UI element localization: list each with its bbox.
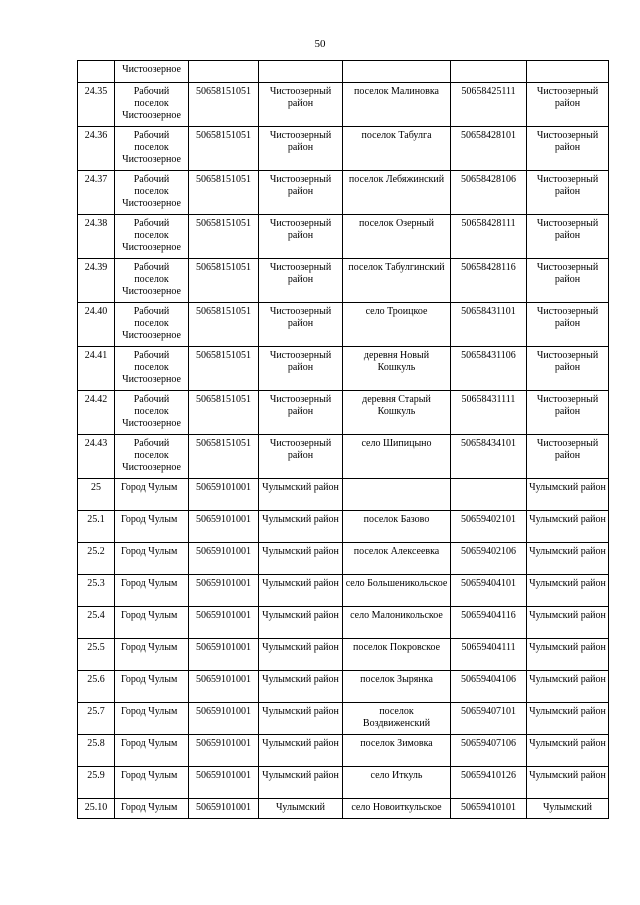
cell-district2 <box>527 61 609 83</box>
cell-district: Чулымский район <box>259 639 343 671</box>
cell-code: 50659404111 <box>451 639 527 671</box>
table-row <box>78 303 609 347</box>
table-row <box>78 391 609 435</box>
cell-oktmo <box>189 61 259 83</box>
cell-num: 24.39 <box>78 259 115 303</box>
cell-district: Чулымский район <box>259 575 343 607</box>
cell-num: 25 <box>78 479 115 511</box>
table-row <box>78 799 609 819</box>
cell-locality: село Шипицыно <box>343 435 451 479</box>
cell-code: 50658428101 <box>451 127 527 171</box>
cell-settlement: Город Чулым <box>115 799 189 819</box>
cell-district: Чулымский район <box>259 671 343 703</box>
cell-locality: деревня Новый Кошкуль <box>343 347 451 391</box>
cell-locality: село Иткуль <box>343 767 451 799</box>
table-row <box>78 435 609 479</box>
cell-code: 50658425111 <box>451 83 527 127</box>
cell-settlement: Город Чулым <box>115 767 189 799</box>
cell-locality: поселок Алексеевка <box>343 543 451 575</box>
cell-district2: Чистоозерный район <box>527 83 609 127</box>
table-row <box>78 575 609 607</box>
cell-settlement: Город Чулым <box>115 735 189 767</box>
cell-code <box>451 479 527 511</box>
cell-settlement: Город Чулым <box>115 479 189 511</box>
cell-oktmo: 50658151051 <box>189 347 259 391</box>
cell-locality: поселок Табулгинский <box>343 259 451 303</box>
cell-num: 24.43 <box>78 435 115 479</box>
table-row <box>78 83 609 127</box>
cell-locality: поселок Малиновка <box>343 83 451 127</box>
cell-locality <box>343 479 451 511</box>
cell-code: 50658431101 <box>451 303 527 347</box>
cell-locality: село Троицкое <box>343 303 451 347</box>
table-row <box>78 171 609 215</box>
table-row <box>78 735 609 767</box>
cell-code: 50658434101 <box>451 435 527 479</box>
cell-district2: Чулымский район <box>527 767 609 799</box>
cell-code: 50658431111 <box>451 391 527 435</box>
cell-code: 50659407106 <box>451 735 527 767</box>
cell-oktmo: 50658151051 <box>189 435 259 479</box>
cell-code: 50659404106 <box>451 671 527 703</box>
cell-locality: поселок Лебяжинский <box>343 171 451 215</box>
table-row-continuation <box>78 61 609 83</box>
cell-district: Чулымский район <box>259 511 343 543</box>
cell-settlement: Рабочий поселок Чистоозерное <box>115 435 189 479</box>
cell-district: Чулымский район <box>259 607 343 639</box>
cell-district <box>259 61 343 83</box>
cell-oktmo: 50658151051 <box>189 391 259 435</box>
cell-locality <box>343 61 451 83</box>
cell-oktmo: 50659101001 <box>189 607 259 639</box>
cell-district: Чистоозерный район <box>259 435 343 479</box>
table-row <box>78 259 609 303</box>
cell-num: 25.8 <box>78 735 115 767</box>
cell-district2: Чулымский район <box>527 575 609 607</box>
cell-settlement: Рабочий поселок Чистоозерное <box>115 259 189 303</box>
cell-district2: Чистоозерный район <box>527 215 609 259</box>
table-row <box>78 479 609 511</box>
cell-oktmo: 50658151051 <box>189 127 259 171</box>
cell-settlement: Рабочий поселок Чистоозерное <box>115 391 189 435</box>
cell-num: 24.40 <box>78 303 115 347</box>
table-row <box>78 127 609 171</box>
cell-locality: поселок Табулга <box>343 127 451 171</box>
cell-district: Чулымский район <box>259 735 343 767</box>
table-row <box>78 607 609 639</box>
cell-oktmo: 50658151051 <box>189 171 259 215</box>
cell-settlement: Рабочий поселок Чистоозерное <box>115 215 189 259</box>
cell-locality: поселок Базово <box>343 511 451 543</box>
cell-locality: поселок Зырянка <box>343 671 451 703</box>
cell-settlement: Город Чулым <box>115 511 189 543</box>
cell-settlement: Рабочий поселок Чистоозерное <box>115 303 189 347</box>
cell-num: 25.7 <box>78 703 115 735</box>
cell-code: 50659404116 <box>451 607 527 639</box>
cell-settlement: Рабочий поселок Чистоозерное <box>115 171 189 215</box>
cell-locality: село Новоиткульское <box>343 799 451 819</box>
cell-oktmo: 50659101001 <box>189 767 259 799</box>
cell-locality: поселок Озерный <box>343 215 451 259</box>
settlements-table <box>77 60 609 819</box>
cell-district: Чистоозерный район <box>259 259 343 303</box>
cell-num: 24.35 <box>78 83 115 127</box>
table-row <box>78 511 609 543</box>
cell-district: Чистоозерный район <box>259 215 343 259</box>
cell-code <box>451 61 527 83</box>
cell-district2: Чулымский <box>527 799 609 819</box>
cell-settlement: Город Чулым <box>115 671 189 703</box>
cell-num: 24.37 <box>78 171 115 215</box>
cell-oktmo: 50659101001 <box>189 735 259 767</box>
cell-district: Чистоозерный район <box>259 303 343 347</box>
cell-district2: Чулымский район <box>527 607 609 639</box>
cell-district2: Чистоозерный район <box>527 435 609 479</box>
table-row <box>78 671 609 703</box>
cell-district: Чистоозерный район <box>259 83 343 127</box>
cell-code: 50659402101 <box>451 511 527 543</box>
cell-district: Чулымский район <box>259 479 343 511</box>
cell-district2: Чистоозерный район <box>527 391 609 435</box>
cell-oktmo: 50658151051 <box>189 83 259 127</box>
cell-settlement: Город Чулым <box>115 607 189 639</box>
cell-code: 50658428111 <box>451 215 527 259</box>
cell-district: Чистоозерный район <box>259 347 343 391</box>
cell-num: 25.6 <box>78 671 115 703</box>
cell-num: 24.36 <box>78 127 115 171</box>
cell-settlement: Город Чулым <box>115 575 189 607</box>
cell-code: 50659407101 <box>451 703 527 735</box>
cell-code: 50659410126 <box>451 767 527 799</box>
cell-oktmo: 50659101001 <box>189 799 259 819</box>
cell-num: 25.10 <box>78 799 115 819</box>
cell-district2: Чулымский район <box>527 639 609 671</box>
table-row <box>78 347 609 391</box>
cell-oktmo: 50658151051 <box>189 303 259 347</box>
cell-district2: Чулымский район <box>527 511 609 543</box>
cell-num: 25.2 <box>78 543 115 575</box>
cell-code: 50658428106 <box>451 171 527 215</box>
cell-district: Чулымский район <box>259 543 343 575</box>
cell-num: 25.5 <box>78 639 115 671</box>
cell-num: 24.42 <box>78 391 115 435</box>
cell-num: 25.9 <box>78 767 115 799</box>
cell-settlement: Рабочий поселок Чистоозерное <box>115 127 189 171</box>
cell-oktmo: 50659101001 <box>189 671 259 703</box>
cell-num: 25.3 <box>78 575 115 607</box>
cell-settlement: Рабочий поселок Чистоозерное <box>115 83 189 127</box>
cell-district: Чистоозерный район <box>259 391 343 435</box>
table-row <box>78 703 609 735</box>
cell-district: Чулымский район <box>259 767 343 799</box>
cell-oktmo: 50659101001 <box>189 575 259 607</box>
cell-oktmo: 50658151051 <box>189 259 259 303</box>
cell-locality: село Большеникольское <box>343 575 451 607</box>
cell-district2: Чистоозерный район <box>527 127 609 171</box>
cell-oktmo: 50658151051 <box>189 215 259 259</box>
cell-code: 50658428116 <box>451 259 527 303</box>
table-row <box>78 767 609 799</box>
cell-settlement: Рабочий поселок Чистоозерное <box>115 347 189 391</box>
cell-settlement: Чистоозерное <box>115 61 189 83</box>
cell-district2: Чулымский район <box>527 671 609 703</box>
cell-num: 24.38 <box>78 215 115 259</box>
cell-oktmo: 50659101001 <box>189 703 259 735</box>
cell-district2: Чулымский район <box>527 543 609 575</box>
cell-district2: Чистоозерный район <box>527 303 609 347</box>
cell-district: Чистоозерный район <box>259 171 343 215</box>
cell-oktmo: 50659101001 <box>189 639 259 671</box>
cell-settlement: Город Чулым <box>115 639 189 671</box>
cell-oktmo: 50659101001 <box>189 479 259 511</box>
cell-code: 50659404101 <box>451 575 527 607</box>
cell-code: 50659402106 <box>451 543 527 575</box>
cell-district: Чистоозерный район <box>259 127 343 171</box>
cell-locality: деревня Старый Кошкуль <box>343 391 451 435</box>
cell-num: 25.4 <box>78 607 115 639</box>
table-row <box>78 215 609 259</box>
cell-locality: поселок Воздвиженский <box>343 703 451 735</box>
cell-settlement: Город Чулым <box>115 543 189 575</box>
cell-oktmo: 50659101001 <box>189 543 259 575</box>
cell-num <box>78 61 115 83</box>
cell-num: 24.41 <box>78 347 115 391</box>
cell-district2: Чулымский район <box>527 735 609 767</box>
cell-settlement: Город Чулым <box>115 703 189 735</box>
cell-locality: поселок Зимовка <box>343 735 451 767</box>
table-row <box>78 543 609 575</box>
cell-locality: село Малоникольское <box>343 607 451 639</box>
cell-district: Чулымский район <box>259 703 343 735</box>
cell-code: 50658431106 <box>451 347 527 391</box>
cell-oktmo: 50659101001 <box>189 511 259 543</box>
cell-district2: Чистоозерный район <box>527 259 609 303</box>
cell-locality: поселок Покровское <box>343 639 451 671</box>
cell-district2: Чистоозерный район <box>527 347 609 391</box>
cell-num: 25.1 <box>78 511 115 543</box>
table-row <box>78 639 609 671</box>
cell-district2: Чулымский район <box>527 479 609 511</box>
page-number: 50 <box>314 38 326 50</box>
cell-district2: Чистоозерный район <box>527 171 609 215</box>
cell-district: Чулымский <box>259 799 343 819</box>
cell-code: 50659410101 <box>451 799 527 819</box>
cell-district2: Чулымский район <box>527 703 609 735</box>
